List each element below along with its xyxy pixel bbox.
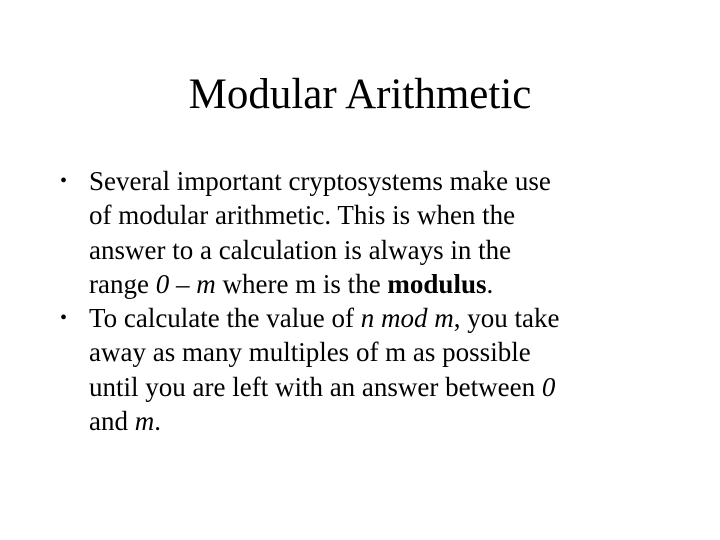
range-expression: 0 – m (155, 268, 216, 299)
bullet-line (89, 404, 700, 438)
bullet-line (89, 301, 700, 335)
bullet-line (89, 233, 700, 267)
text-segment: until you are left with an answer between (89, 371, 542, 402)
m-term: m (134, 406, 155, 437)
modulus-term: modulus (387, 268, 487, 299)
zero-term: 0 (541, 371, 556, 402)
bullet-marker: • (60, 170, 68, 192)
bullet-line (89, 370, 700, 404)
mod-expression: n mod m (360, 303, 454, 334)
text-segment: and (89, 406, 135, 437)
bullet-marker: • (60, 307, 68, 330)
text-segment: of modular arithmetic. This is when the (89, 200, 516, 231)
text-segment: where m is the (215, 268, 388, 299)
text-segment: answer to a calculation is always in the (89, 234, 512, 265)
text-segment: away as many multiples of m as possible (89, 337, 531, 368)
bullet-line (89, 198, 700, 232)
bullet-line (89, 164, 700, 198)
slide-title: Modular Arithmetic (188, 71, 532, 118)
text-segment: To calculate the value of (89, 303, 361, 334)
bullet-line (89, 335, 700, 369)
bullet-item (60, 164, 700, 301)
text-segment: . (486, 268, 494, 299)
bullet-line (89, 267, 700, 301)
text-segment: , you take (453, 303, 560, 334)
bullet-item (60, 301, 700, 438)
bullet-list (60, 164, 700, 438)
text-segment: Several important cryptosystems make use (89, 166, 551, 196)
text-segment: range (89, 268, 156, 299)
text-segment: . (154, 406, 161, 437)
